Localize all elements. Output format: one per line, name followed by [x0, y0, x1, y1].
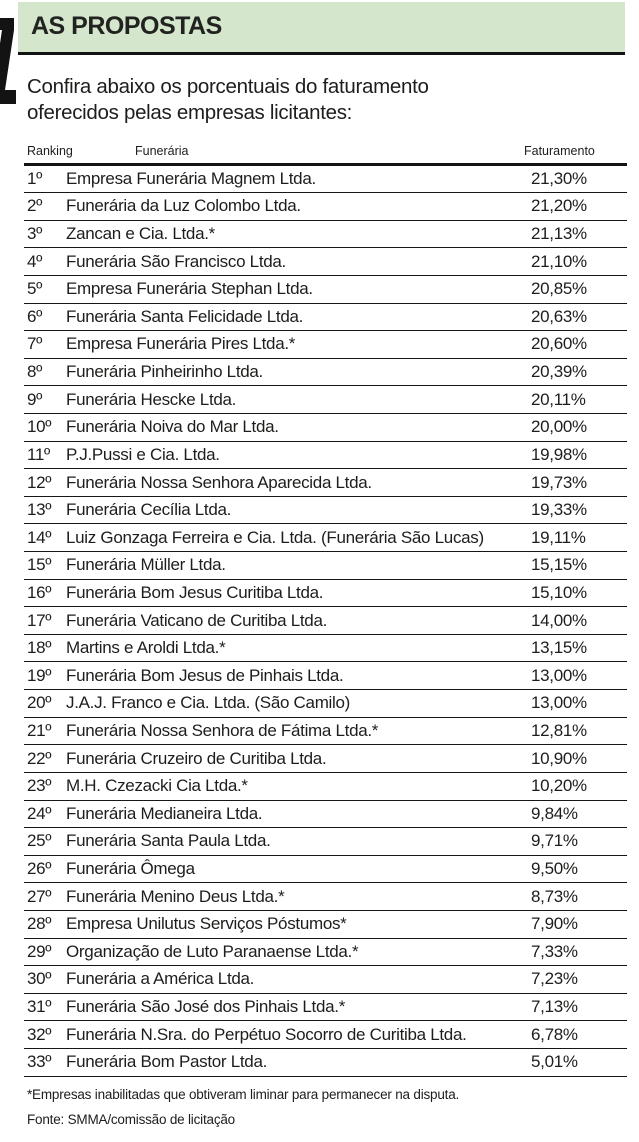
cell-rank: 17º [27, 610, 52, 630]
cell-revenue: 5,01% [531, 1052, 578, 1072]
cell-revenue: 19,33% [531, 500, 587, 520]
table-row [24, 635, 627, 663]
cell-rank: 8º [27, 362, 43, 382]
cell-company: Funerária Bom Pastor Ltda. [66, 1052, 268, 1072]
cell-company: Zancan e Cia. Ltda.* [66, 224, 215, 244]
table-row [24, 276, 627, 304]
page-title: AS PROPOSTAS [31, 12, 222, 40]
cell-revenue: 21,13% [531, 224, 587, 244]
cell-rank: 1º [27, 168, 43, 188]
cell-revenue: 13,00% [531, 693, 587, 713]
cell-rank: 25º [27, 831, 52, 851]
table-row [24, 718, 627, 746]
cell-rank: 10º [27, 417, 52, 437]
cell-company: Funerária Vaticano de Curitiba Ltda. [66, 610, 328, 630]
cell-company: Funerária Santa Paula Ltda. [66, 831, 271, 851]
cell-rank: 23º [27, 776, 52, 796]
cell-rank: 24º [27, 803, 52, 823]
table-row [24, 690, 627, 718]
cell-company: Martins e Aroldi Ltda.* [66, 638, 226, 658]
table-row [24, 524, 627, 552]
cell-revenue: 20,11% [531, 389, 586, 409]
cell-company: Funerária da Luz Colombo Ltda. [66, 196, 301, 216]
cell-revenue: 21,10% [531, 251, 587, 271]
cell-company: Funerária Nossa Senhora Aparecida Ltda. [66, 472, 372, 492]
decorative-letter-z-icon [0, 12, 18, 108]
banner-rule [18, 52, 625, 55]
cell-rank: 18º [27, 638, 52, 658]
cell-revenue: 8,73% [531, 886, 578, 906]
table-row [24, 386, 627, 414]
intro-text [27, 74, 607, 126]
cell-rank: 9º [27, 389, 43, 409]
table-row [24, 828, 627, 856]
cell-rank: 32º [27, 1024, 52, 1044]
table-row [24, 745, 627, 773]
column-header-revenue: Faturamento [524, 144, 595, 158]
cell-revenue: 20,63% [531, 306, 587, 326]
cell-rank: 30º [27, 969, 52, 989]
cell-rank: 4º [27, 251, 43, 271]
header-banner [18, 2, 625, 52]
intro-line-2: oferecidos pelas empresas licitantes: [27, 101, 353, 124]
table-row [24, 966, 627, 994]
cell-company: Funerária Noiva do Mar Ltda. [66, 417, 279, 437]
table-row [24, 994, 627, 1022]
table-row [24, 442, 627, 470]
cell-company: Empresa Funerária Pires Ltda.* [66, 334, 296, 354]
table-row [24, 552, 627, 580]
cell-revenue: 7,33% [531, 941, 578, 961]
table-row [24, 911, 627, 939]
cell-company: Empresa Funerária Stephan Ltda. [66, 279, 313, 299]
column-header-ranking: Ranking [27, 144, 73, 158]
cell-rank: 20º [27, 693, 52, 713]
cell-company: Funerária São José dos Pinhais Ltda.* [66, 997, 346, 1017]
cell-rank: 15º [27, 555, 52, 575]
cell-company: Luiz Gonzaga Ferreira e Cia. Ltda. (Funerária São Lucas) [66, 527, 484, 547]
cell-rank: 2º [27, 196, 43, 216]
cell-revenue: 20,60% [531, 334, 587, 354]
cell-rank: 29º [27, 941, 52, 961]
cell-revenue: 19,11% [531, 527, 586, 547]
table-row [24, 662, 627, 690]
cell-rank: 33º [27, 1052, 52, 1072]
table-row [24, 1049, 627, 1077]
cell-company: Funerária Hescke Ltda. [66, 389, 237, 409]
cell-revenue: 7,90% [531, 914, 578, 934]
cell-revenue: 9,84% [531, 803, 578, 823]
cell-company: P.J.Pussi e Cia. Ltda. [66, 444, 220, 464]
cell-company: Funerária São Francisco Ltda. [66, 251, 286, 271]
cell-rank: 5º [27, 279, 43, 299]
cell-rank: 31º [27, 997, 52, 1017]
cell-revenue: 19,98% [531, 444, 587, 464]
cell-rank: 22º [27, 748, 52, 768]
table-row [24, 193, 627, 221]
cell-rank: 7º [27, 334, 43, 354]
cell-rank: 19º [27, 665, 52, 685]
cell-revenue: 13,00% [531, 665, 587, 685]
footnote: *Empresas inabilitadas que obtiveram liminar para permanecer na disputa. [27, 1087, 460, 1102]
table-row [24, 414, 627, 442]
table-row [24, 1021, 627, 1049]
table-row [24, 359, 627, 387]
table-row [24, 469, 627, 497]
cell-company: Funerária Menino Deus Ltda.* [66, 886, 285, 906]
cell-rank: 16º [27, 582, 52, 602]
table-row [24, 580, 627, 608]
cell-revenue: 12,81% [531, 720, 587, 740]
cell-rank: 27º [27, 886, 52, 906]
cell-company: Funerária N.Sra. do Perpétuo Socorro de Curitiba Ltda. [66, 1024, 467, 1044]
cell-company: J.A.J. Franco e Cia. Ltda. (São Camilo) [66, 693, 351, 713]
cell-revenue: 10,20% [531, 776, 587, 796]
cell-revenue: 19,73% [531, 472, 587, 492]
cell-rank: 26º [27, 859, 52, 879]
table-row [24, 801, 627, 829]
cell-company: Funerária Cecília Ltda. [66, 500, 232, 520]
cell-rank: 11º [27, 444, 50, 464]
cell-company: Funerária Bom Jesus de Pinhais Ltda. [66, 665, 344, 685]
cell-revenue: 20,39% [531, 362, 587, 382]
table-row [24, 248, 627, 276]
cell-company: Organização de Luto Paranaense Ltda.* [66, 941, 359, 961]
cell-rank: 6º [27, 306, 43, 326]
table-row [24, 304, 627, 332]
table-row [24, 497, 627, 525]
table-row [24, 773, 627, 801]
table-row [24, 883, 627, 911]
cell-revenue: 14,00% [531, 610, 587, 630]
cell-company: Funerária a América Ltda. [66, 969, 255, 989]
cell-revenue: 10,90% [531, 748, 587, 768]
cell-revenue: 15,10% [531, 582, 587, 602]
cell-revenue: 20,00% [531, 417, 587, 437]
table-body [24, 166, 627, 1077]
cell-rank: 12º [27, 472, 52, 492]
cell-company: Funerária Ômega [66, 859, 195, 879]
cell-revenue: 6,78% [531, 1024, 578, 1044]
cell-revenue: 9,71% [531, 831, 578, 851]
cell-revenue: 21,30% [531, 168, 587, 188]
cell-company: Funerária Medianeira Ltda. [66, 803, 263, 823]
table-row [24, 166, 627, 194]
cell-rank: 28º [27, 914, 52, 934]
cell-company: M.H. Czezacki Cia Ltda.* [66, 776, 248, 796]
cell-revenue: 15,15% [531, 555, 587, 575]
cell-revenue: 7,13% [531, 997, 578, 1017]
cell-rank: 3º [27, 224, 43, 244]
cell-revenue: 9,50% [531, 859, 578, 879]
table-row [24, 221, 627, 249]
intro-line-1: Confira abaixo os porcentuais do faturamento [27, 75, 429, 98]
cell-rank: 21º [27, 720, 52, 740]
cell-company: Funerária Nossa Senhora de Fátima Ltda.* [66, 720, 379, 740]
table-row [24, 607, 627, 635]
cell-revenue: 20,85% [531, 279, 587, 299]
cell-rank: 13º [27, 500, 52, 520]
cell-company: Funerária Bom Jesus Curitiba Ltda. [66, 582, 324, 602]
cell-company: Funerária Cruzeiro de Curitiba Ltda. [66, 748, 327, 768]
cell-company: Empresa Unilutus Serviços Póstumos* [66, 914, 347, 934]
table-row [24, 856, 627, 884]
source-credit: Fonte: SMMA/comissão de licitação [27, 1112, 235, 1127]
cell-company: Funerária Santa Felicidade Ltda. [66, 306, 304, 326]
cell-revenue: 13,15% [531, 638, 587, 658]
cell-company: Funerária Pinheirinho Ltda. [66, 362, 263, 382]
column-header-company: Funerária [135, 144, 189, 158]
cell-company: Empresa Funerária Magnem Ltda. [66, 168, 316, 188]
cell-rank: 14º [27, 527, 52, 547]
cell-company: Funerária Müller Ltda. [66, 555, 226, 575]
table-row [24, 331, 627, 359]
cell-revenue: 21,20% [531, 196, 587, 216]
cell-revenue: 7,23% [531, 969, 578, 989]
table-row [24, 939, 627, 967]
